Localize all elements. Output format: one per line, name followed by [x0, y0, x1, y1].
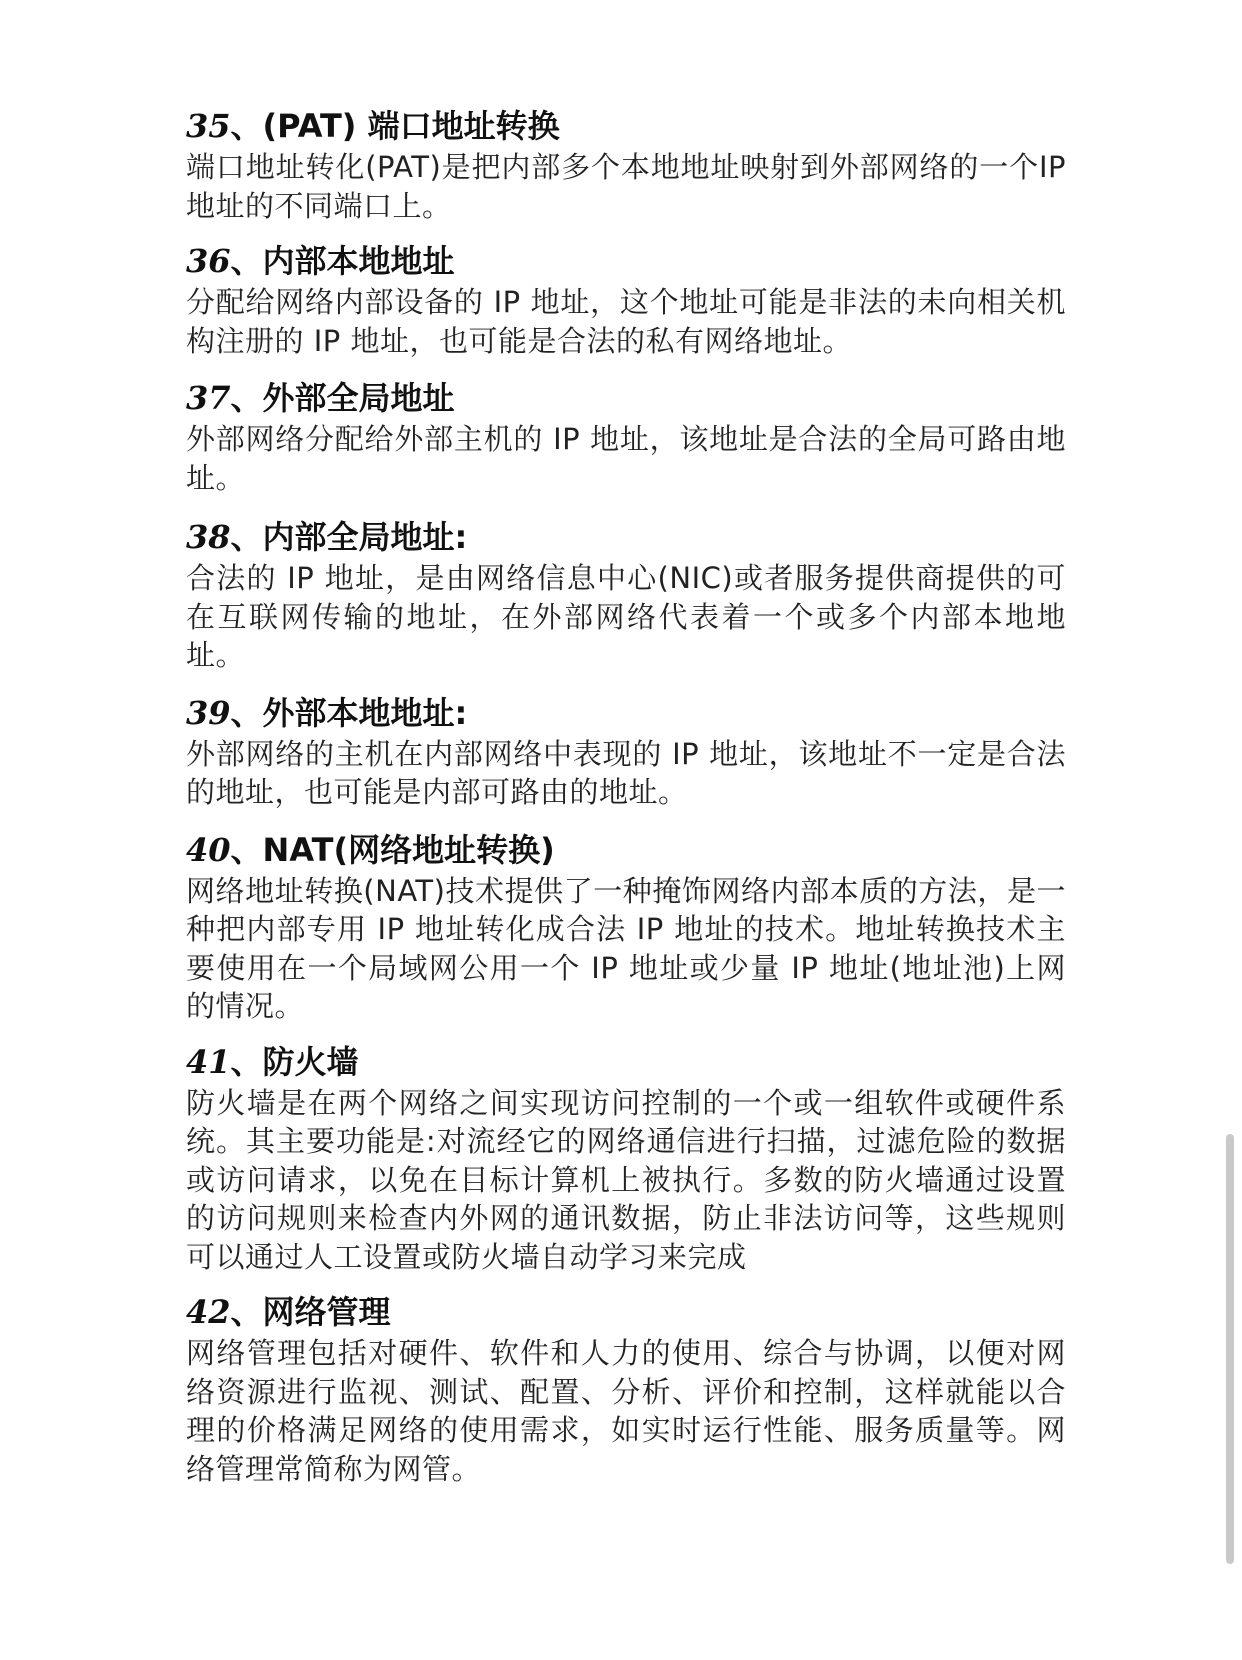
entry-separator: 、 [230, 693, 263, 732]
entry-number: 35 [186, 107, 231, 145]
entry-35 [186, 104, 1066, 225]
entry-body: 合法的 IP 地址，是由网络信息中心(NIC)或者服务提供商提供的可在互联网传输的地址，在外部网络代表着一个或多个内部本地地址。 [186, 561, 1066, 672]
entry-heading [186, 828, 1066, 872]
entry-number: 40 [186, 830, 231, 869]
entry-separator: 、 [230, 379, 263, 417]
entry-title: 内部全局地址: [262, 518, 468, 556]
vertical-scrollbar[interactable] [1226, 1134, 1234, 1564]
entry-title: 外部全局地址 [262, 379, 455, 417]
entry-number: 36 [186, 242, 231, 280]
entry-title: 外部本地地址: [262, 693, 468, 732]
entry-41 [186, 1040, 1066, 1277]
entry-number: 38 [186, 518, 231, 556]
entry-heading [186, 104, 1066, 148]
entry-body: 外部网络分配给外部主机的 IP 地址，该地址是合法的全局可路由地址。 [186, 422, 1066, 495]
entry-40 [186, 828, 1066, 1026]
entry-heading [186, 1040, 1066, 1084]
entry-separator: 、 [230, 1293, 263, 1331]
entry-separator: 、 [230, 107, 263, 145]
entry-body: 端口地址转化(PAT)是把内部多个本地地址映射到外部网络的一个IP 地址的不同端口上。 [186, 150, 1066, 223]
entry-39 [186, 691, 1066, 812]
entry-37 [186, 376, 1066, 497]
entry-title: 防火墙 [262, 1042, 359, 1081]
entry-number: 37 [186, 379, 231, 417]
entry-separator: 、 [230, 242, 263, 280]
entry-title: 网络管理 [262, 1293, 391, 1331]
entry-36 [186, 239, 1066, 360]
entry-heading [186, 691, 1066, 735]
entry-body: 外部网络的主机在内部网络中表现的 IP 地址，该地址不一定是合法的地址，也可能是内部可路由的地址。 [186, 736, 1066, 809]
entry-number: 39 [186, 693, 231, 732]
entry-number: 41 [186, 1042, 231, 1081]
entry-title: NAT(网络地址转换) [262, 830, 555, 869]
entry-heading [186, 515, 1066, 559]
entry-title: 内部本地地址 [262, 242, 455, 280]
entry-body: 分配给网络内部设备的 IP 地址，这个地址可能是非法的未向相关机构注册的 IP 地址，也可能是合法的私有网络地址。 [186, 285, 1066, 358]
entry-body: 防火墙是在两个网络之间实现访问控制的一个或一组软件或硬件系统。其主要功能是:对流经它的网络通信进行扫描，过滤危险的数据或访问请求，以免在目标计算机上被执行。多数的防火墙通过设置的访问规则来检查内外网的通讯数据，防止非法访问等，这些规则可以通过人工设置或防火墙自动学习来完成 [186, 1085, 1066, 1274]
entry-separator: 、 [230, 518, 263, 556]
entry-38 [186, 515, 1066, 675]
entry-separator: 、 [230, 1042, 263, 1081]
entry-42 [186, 1290, 1066, 1488]
entry-separator: 、 [230, 830, 263, 869]
entry-heading [186, 1290, 1066, 1334]
entry-heading [186, 376, 1066, 420]
entry-number: 42 [186, 1293, 231, 1331]
entry-body: 网络管理包括对硬件、软件和人力的使用、综合与协调，以便对网络资源进行监视、测试、配置、分析、评价和控制，这样就能以合理的价格满足网络的使用需求，如实时运行性能、服务质量等。网络管理常简称为网管。 [186, 1336, 1066, 1486]
glossary-content [186, 104, 1066, 1488]
entry-heading [186, 239, 1066, 283]
entry-body: 网络地址转换(NAT)技术提供了一种掩饰网络内部本质的方法，是一种把内部专用 IP 地址转化成合法 IP 地址的技术。地址转换技术主要使用在一个局域网公用一个 IP 地址或少量 IP 地址(地址池)上网的情况。 [186, 873, 1066, 1023]
entry-title: (PAT) 端口地址转换 [262, 107, 560, 145]
